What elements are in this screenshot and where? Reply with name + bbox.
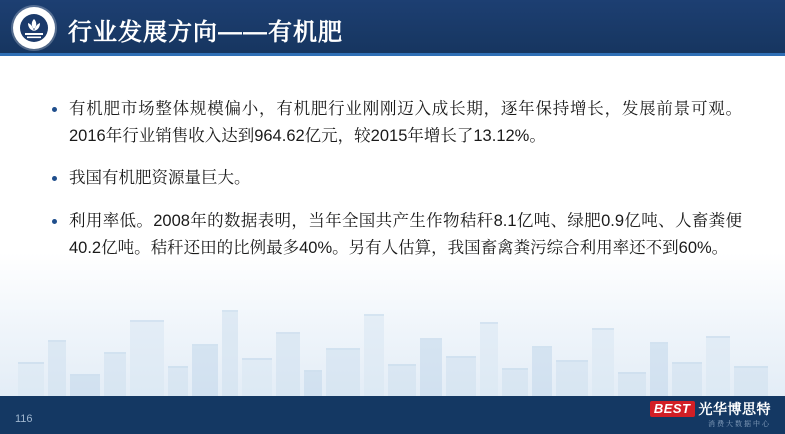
city-skyline-decoration (0, 262, 785, 412)
brand-mark: BEST (650, 401, 695, 417)
bullet-item: 有机肥市场整体规模偏小，有机肥行业刚刚迈入成长期，逐年保持增长，发展前景可观。2016年行业销售收入达到964.62亿元，较2015年增长了13.12%。 (52, 96, 742, 149)
page-title: 行业发展方向——有机肥 (68, 18, 343, 46)
bullet-item: 我国有机肥资源量巨大。 (52, 165, 742, 192)
brand-name: 光华博思特 (698, 401, 771, 417)
slide-footer (0, 396, 785, 434)
page-number: 116 (15, 413, 33, 425)
slide-header (0, 0, 785, 56)
brand-logo (650, 401, 771, 428)
bullet-item: 利用率低。2008年的数据表明，当年全国共产生作物秸秆8.1亿吨、绿肥0.9亿吨、人畜粪便40.2亿吨。秸秆还田的比例最多40%。另有人估算，我国畜禽粪污综合利用率还不到60%。 (52, 208, 742, 261)
slide-body (52, 96, 742, 262)
brand-subtitle: 消费大数据中心 (708, 421, 771, 428)
wheat-emblem-icon (13, 7, 55, 49)
header-accent-stripe (0, 53, 785, 56)
